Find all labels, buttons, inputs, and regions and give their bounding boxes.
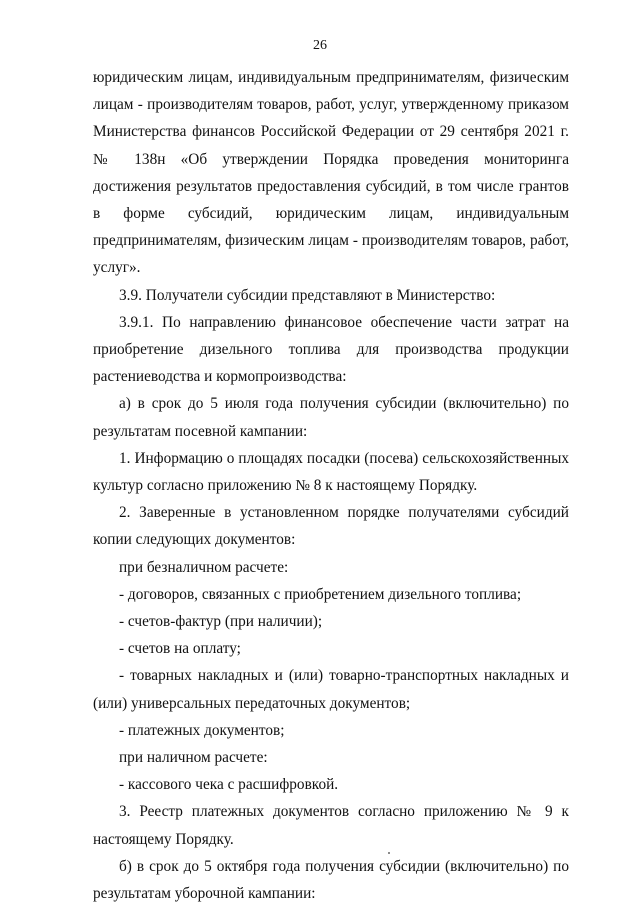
paragraph-item-2: 2. Заверенные в установленном порядке получателями субсидий копии следующих документов:: [93, 504, 569, 549]
paragraph-a: а) в срок до 5 июля года получения субсидии (включительно) по результатам посевной кампании:: [93, 395, 569, 440]
list-item-contracts: - договоров, связанных с приобретением дизельного топлива;: [119, 585, 522, 603]
paragraph-continuation: юридическим лицам, индивидуальным предпринимателям, физическим лицам - производителям товаров, работ, услуг, утвержденному приказом Министерства финансов Российской Федерации от 29 сентября 2021 г. № 138н «Об утверждении Порядка проведения мониторинга достижения результатов предоставления субсидий, в том числе грантов в форме субсидий, юридическим лицам, индивидуальным предпринимателям, физическим лицам - производителям товаров, работ, услуг».: [93, 69, 569, 277]
list-item-waybills: - товарных накладных и (или) товарно-транспортных накладных и (или) универсальных передаточных документов;: [93, 667, 569, 712]
page-number: 26: [313, 38, 327, 53]
scan-speck: [388, 852, 390, 854]
paragraph-cash: при наличном расчете:: [119, 749, 268, 767]
paragraph-item-1: 1. Информацию о площадях посадки (посева) сельскохозяйственных культур согласно приложению № 8 к настоящему Порядку.: [93, 449, 569, 495]
list-item-cash-receipt: - кассового чека с расшифровкой.: [119, 776, 339, 794]
paragraph-item-3: 3. Реестр платежных документов согласно приложению № 9 к настоящему Порядку.: [93, 803, 569, 848]
document-body: [93, 64, 569, 907]
paragraph-3-9: 3.9. Получатели субсидии представляют в Министерство:: [119, 286, 496, 304]
paragraph-3-9-1: 3.9.1. По направлению финансовое обеспечение части затрат на приобретение дизельного топлива для производства продукции растениеводства и кормопроизводства:: [93, 313, 569, 386]
list-item-bills: - счетов на оплату;: [119, 640, 241, 658]
list-item-invoices: - счетов-фактур (при наличии);: [119, 613, 323, 631]
list-item-payment-docs: - платежных документов;: [119, 721, 285, 739]
paragraph-cashless: при безналичном расчете:: [119, 558, 289, 576]
paragraph-b: б) в срок до 5 октября года получения субсидии (включительно) по результатам уборочной кампании:: [93, 857, 569, 903]
